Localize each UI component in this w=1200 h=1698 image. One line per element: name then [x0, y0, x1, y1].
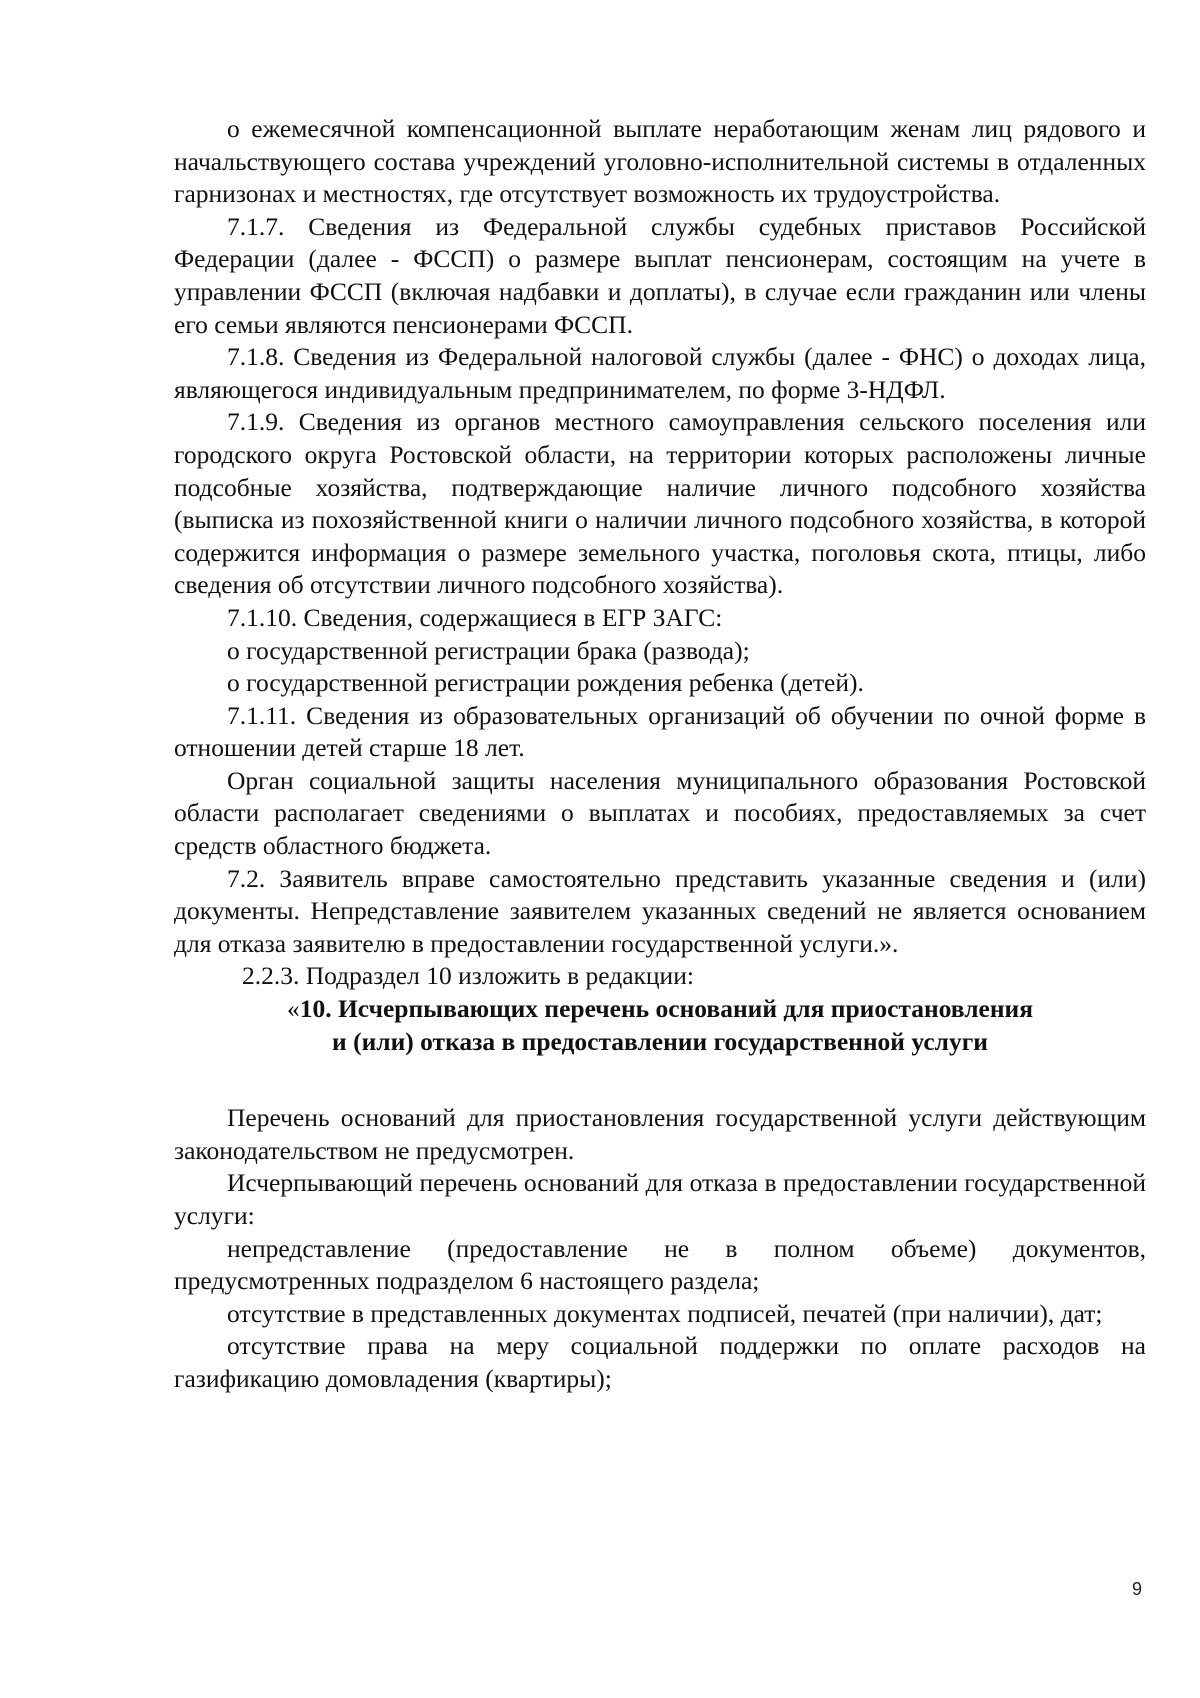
paragraph: Исчерпывающий перечень оснований для отказа в предоставлении государственной услуги: [174, 1168, 1146, 1230]
paragraph: 7.1.11. Сведения из образовательных организаций об обучении по очной форме в отношении детей старше 18 лет. [174, 700, 1146, 763]
paragraph: 7.1.10. Сведения, содержащиеся в ЕГР ЗАГС: [227, 602, 723, 632]
paragraph: отсутствие права на меру социальной поддержки по оплате расходов на газификацию домовладения (квартиры); [174, 1331, 1146, 1393]
paragraph: 7.2. Заявитель вправе самостоятельно представить указанные сведения и (или) документы. Непредставление заявителем указанных сведений не является основанием для отказа заявителю в предоставлении государственной услуги.». [174, 863, 1146, 958]
paragraph: о государственной регистрации брака (развода); [227, 635, 750, 665]
heading-text-line1: 10. Исчерпывающих перечень оснований для приостановления [299, 994, 1034, 1024]
section-heading-line1 [174, 993, 1146, 1026]
paragraph: о государственной регистрации рождения ребенка (детей). [227, 668, 864, 698]
quote-mark: « [286, 994, 300, 1024]
section-heading [174, 993, 1146, 1058]
paragraph: Орган социальной защиты населения муниципального образования Ростовской области располагает сведениями о выплатах и пособиях, предоставляемых за счет средств областного бюджета. [174, 765, 1146, 861]
paragraph: о ежемесячной компенсационной выплате неработающим женам лиц рядового и начальствующего состава учреждений уголовно-исполнительной системы в отдаленных гарнизонах и местностях, где отсутствует возможность их трудоустройства. [174, 114, 1146, 209]
paragraph: отсутствие в представленных документах подписей, печатей (при наличии), дат; [227, 1298, 1103, 1328]
page-number: 9 [1132, 1579, 1143, 1599]
paragraph: непредставление (предоставление не в полном объеме) документов, предусмотренных подразделом 6 настоящего раздела; [174, 1233, 1146, 1296]
paragraph: 7.1.8. Сведения из Федеральной налоговой службы (далее - ФНС) о доходах лица, являющегося индивидуальным предпринимателем, по форме 3-НДФЛ. [174, 342, 1146, 404]
paragraph: 7.1.7. Сведения из Федеральной службы судебных приставов Российской Федерации (далее - ФССП) о размере выплат пенсионерам, состоящим на учете в управлении ФССП (включая надбавки и доплаты), в случае если гражданин или члены его семьи являются пенсионерами ФССП. [174, 211, 1146, 339]
paragraph: Перечень оснований для приостановления государственной услуги действующим законодательством не предусмотрен. [174, 1103, 1146, 1165]
paragraph: 2.2.3. Подраздел 10 изложить в редакции: [242, 961, 694, 991]
section-heading-line2: и (или) отказа в предоставлении государственной услуги [332, 1026, 988, 1056]
paragraph: 7.1.9. Сведения из органов местного самоуправления сельского поселения или городского округа Ростовской области, на территории которых расположены личные подсобные хозяйства, подтверждающие наличие личного подсобного хозяйства (выписка из похозяйственной книги о наличии личного подсобного хозяйства, в которой содержится информация о размере земельного участка, поголовья скота, птицы, либо сведения об отсутствии личного подсобного хозяйства). [174, 407, 1146, 600]
